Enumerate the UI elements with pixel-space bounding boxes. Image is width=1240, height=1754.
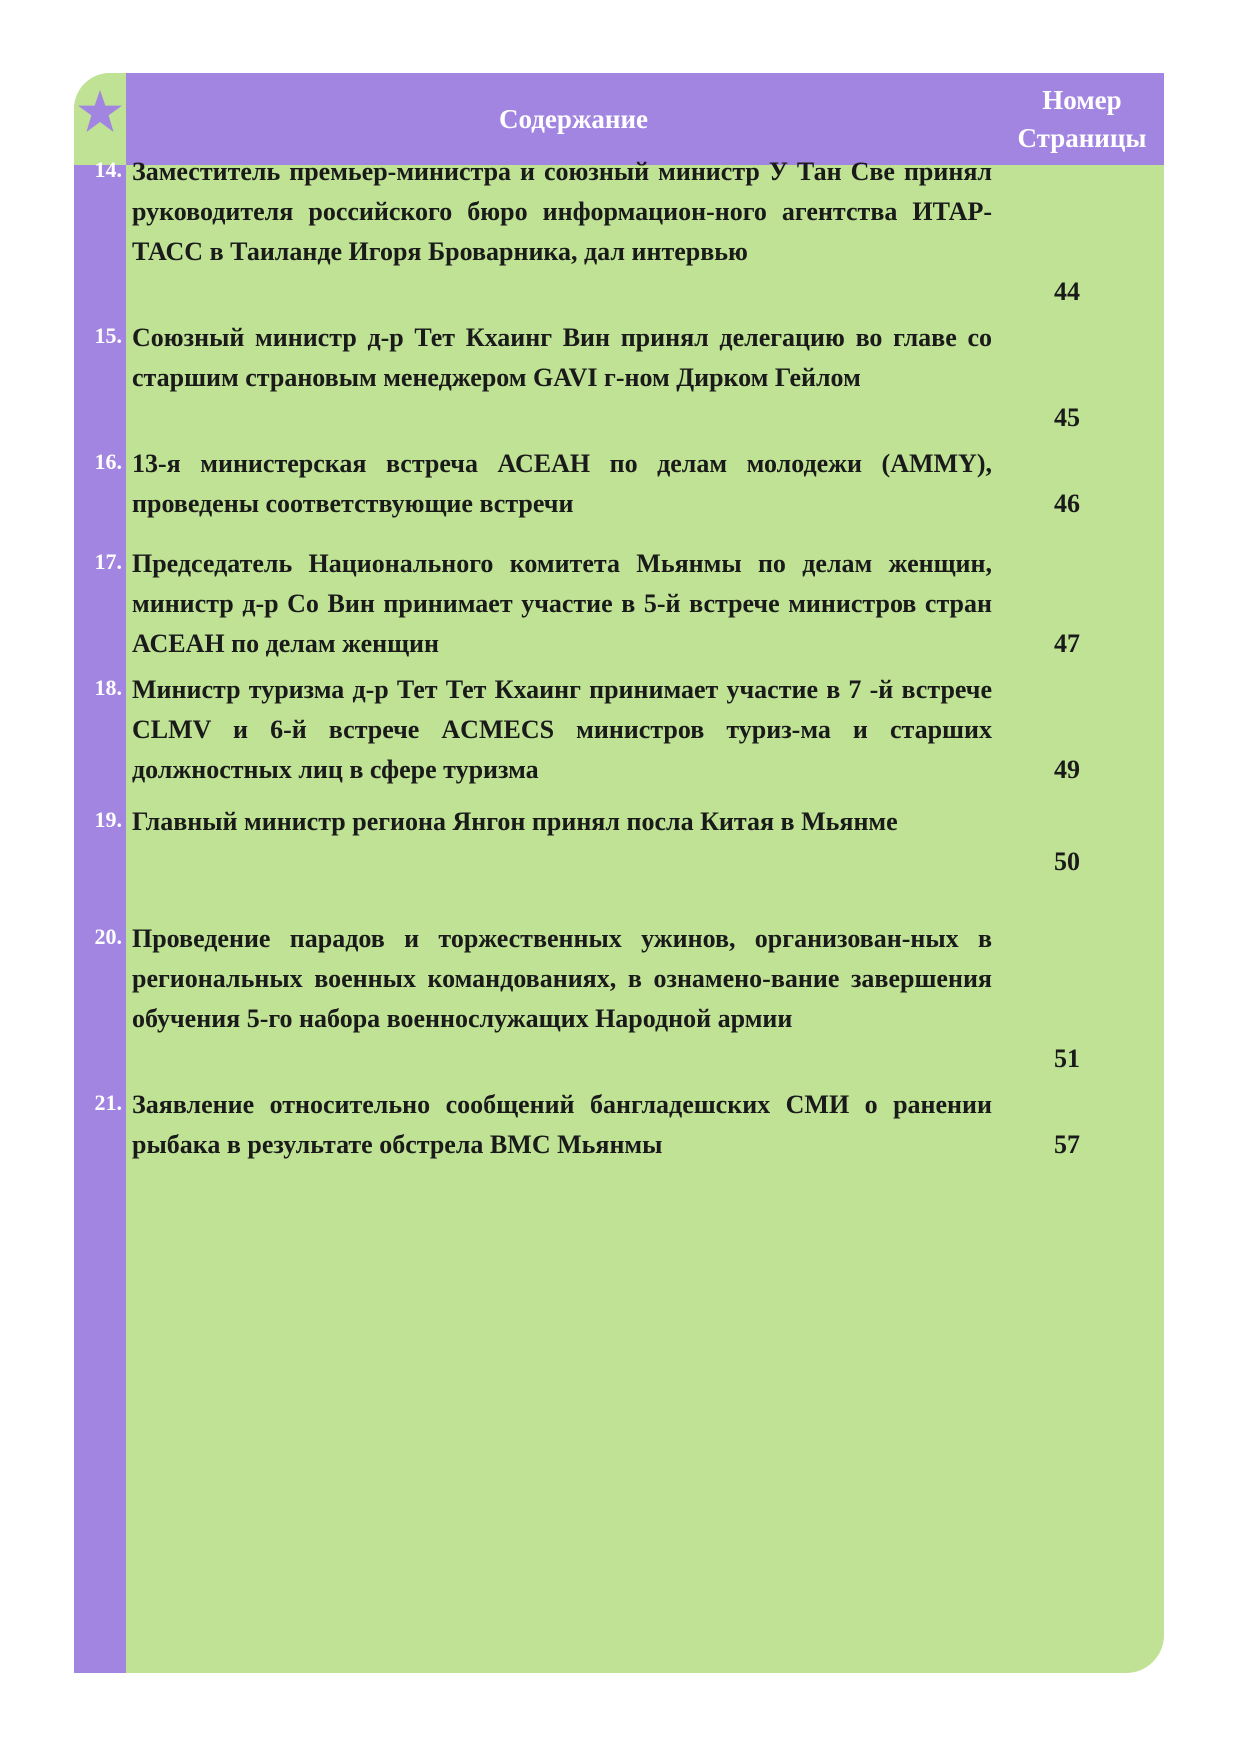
entry-number: 19. xyxy=(94,807,122,832)
entry-page: 46 xyxy=(1054,489,1080,518)
page-number-heading xyxy=(1006,81,1158,157)
entry-title: Министр туризма д-р Тет Тет Кхаинг принимает участие в 7 -й встрече CLMV и 6-й встрече ACMECS министров туриз-ма и старших должностных лиц в сфере туризма xyxy=(132,675,992,784)
entry-number: 16. xyxy=(94,449,122,474)
star-icon xyxy=(77,89,123,135)
entry-title: Главный министр региона Янгон принял посла Китая в Мьянме xyxy=(132,807,898,836)
left-strip xyxy=(74,165,126,1673)
entry-number: 14. xyxy=(94,157,122,182)
entry-page: 45 xyxy=(1054,403,1080,432)
toc-panel xyxy=(74,73,1164,1673)
entry-title: 13-я министерская встреча АСЕАН по делам молодежи (AMMY), проведены соответствующие встречи xyxy=(132,449,992,518)
entry-page: 49 xyxy=(1054,755,1080,784)
entry-number: 15. xyxy=(94,323,122,348)
entry-page: 47 xyxy=(1054,629,1080,658)
entry-page: 51 xyxy=(1054,1044,1080,1073)
entry-number: 18. xyxy=(94,675,122,700)
entry-title: Заявление относительно сообщений бангладешских СМИ о ранении рыбака в результате обстрела ВМС Мьянмы xyxy=(132,1090,992,1159)
page-number-heading-line2: Страницы xyxy=(1017,123,1147,153)
entry-page: 44 xyxy=(1054,277,1080,306)
entry-number: 17. xyxy=(94,549,122,574)
entry-title: Заместитель премьер-министра и союзный министр У Тан Све принял руководителя российского бюро информацион-ного агентства ИТАР-ТАСС в Таиланде Игоря Броварника, дал интервью xyxy=(132,157,992,266)
entry-title: Председатель Национального комитета Мьянмы по делам женщин, министр д-р Со Вин принимает участие в 5-й встрече министров стран АСЕАН по делам женщин xyxy=(132,549,992,658)
star-corner xyxy=(74,73,126,165)
entry-title: Союзный министр д-р Тет Кхаинг Вин принял делегацию во главе со старшим страновым менеджером GAVI г-ном Дирком Гейлом xyxy=(132,323,992,392)
entry-number: 20. xyxy=(94,924,122,949)
toc-heading: Содержание xyxy=(498,104,649,134)
entry-page: 50 xyxy=(1054,847,1080,876)
entry-title: Проведение парадов и торжественных ужинов, организован-ных в региональных военных командованиях, в ознамено-вание завершения обучения 5-го набора военнослужащих Народной армии xyxy=(132,924,992,1033)
page-number-heading-line1: Номер xyxy=(1042,85,1122,115)
entry-number: 21. xyxy=(94,1090,122,1115)
entry-page: 57 xyxy=(1054,1130,1080,1159)
